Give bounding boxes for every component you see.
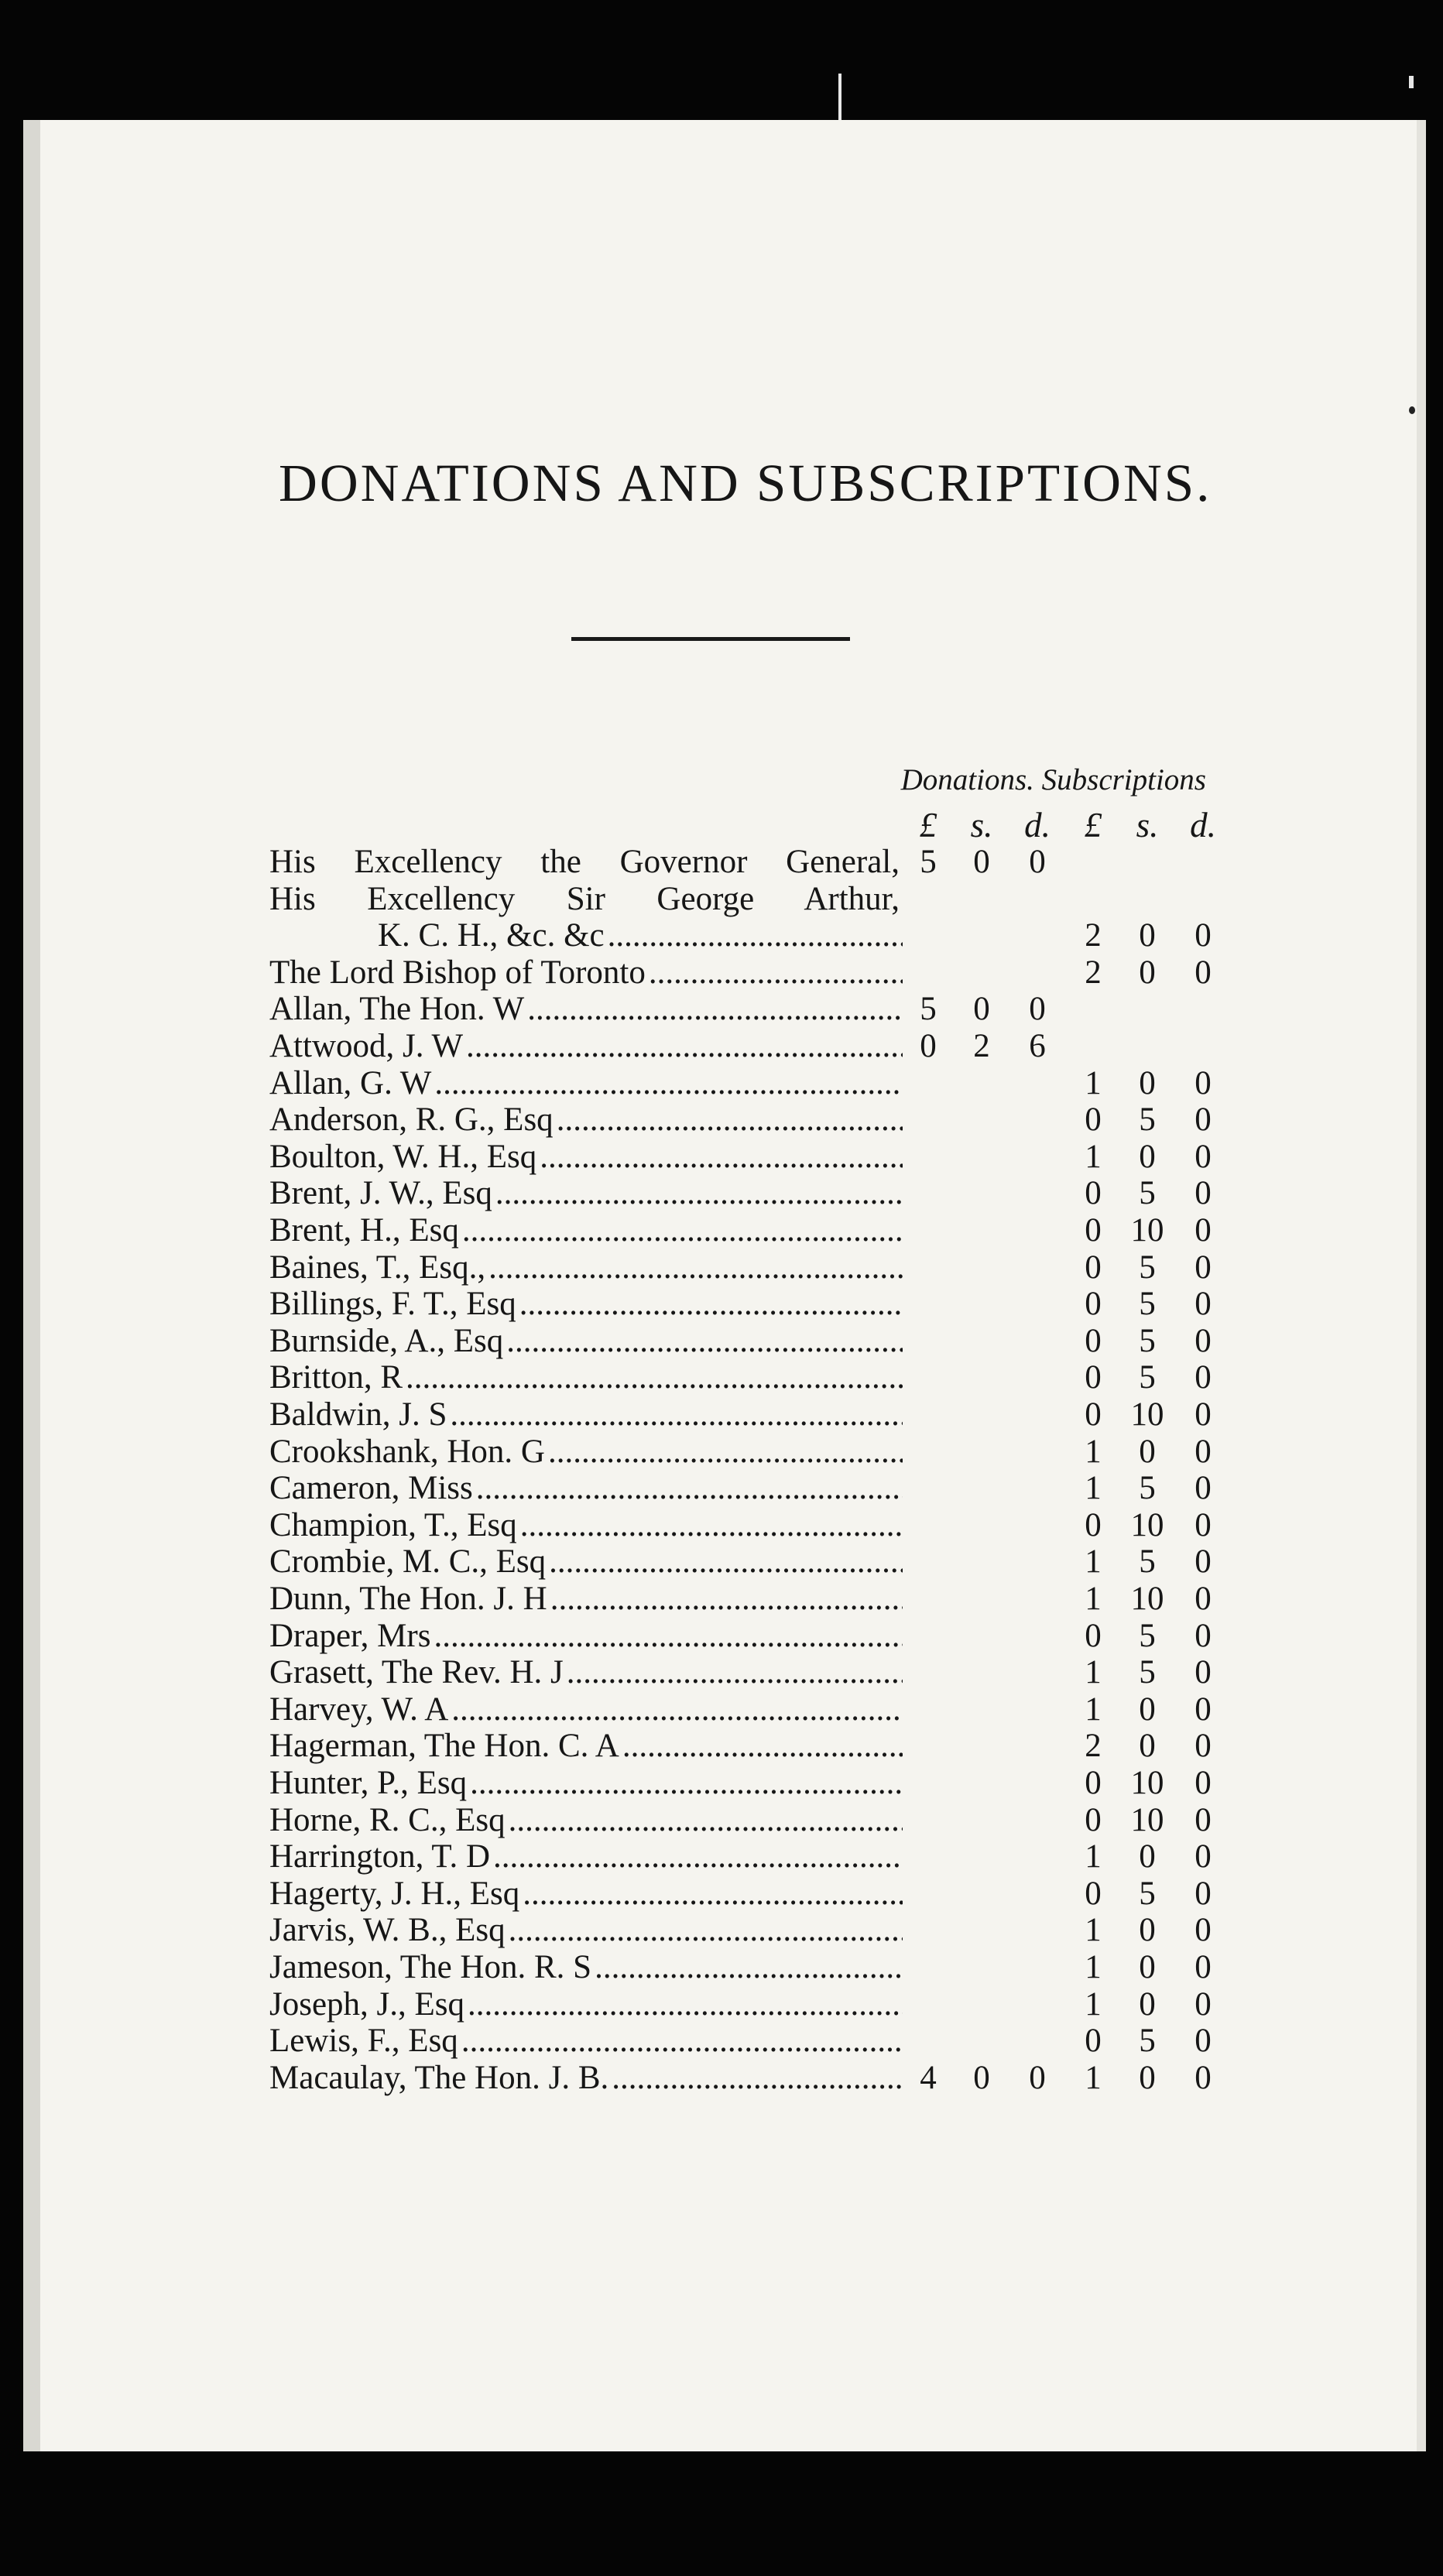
amount-sub-l: 1 bbox=[1085, 1690, 1102, 1728]
amount-don-s: 2 bbox=[973, 1028, 990, 1064]
donor-name: Hagerman, The Hon. C. A ..... bbox=[269, 1728, 903, 1765]
amount-sub-s: 5 bbox=[1139, 1286, 1156, 1323]
amount-sub-l: 2 bbox=[1085, 954, 1102, 991]
unit-pound-donation: £ bbox=[919, 806, 937, 844]
list-item bbox=[23, 1359, 1426, 1396]
list-item bbox=[23, 1286, 1426, 1323]
amount-sub-l: 1 bbox=[1085, 1543, 1102, 1581]
donor-name: Cameron, Miss ..... bbox=[269, 1470, 903, 1507]
list-item bbox=[23, 1543, 1426, 1581]
amount-sub-d: 0 bbox=[1195, 1801, 1212, 1838]
ink-speck bbox=[1409, 406, 1415, 414]
amount-sub-s: 5 bbox=[1139, 1875, 1156, 1912]
amount-sub-d: 0 bbox=[1195, 1654, 1212, 1691]
list-item bbox=[23, 1396, 1426, 1434]
donor-name: Hunter, P., Esq ..... bbox=[269, 1765, 903, 1802]
amount-sub-d: 0 bbox=[1195, 1433, 1212, 1470]
donor-name: Dunn, The Hon. J. H ..... bbox=[269, 1581, 903, 1618]
list-item bbox=[23, 1507, 1426, 1544]
list-item bbox=[23, 917, 1426, 954]
amount-sub-l: 1 bbox=[1085, 1985, 1102, 2023]
unit-pound-subscription: £ bbox=[1084, 806, 1102, 844]
amount-sub-d: 0 bbox=[1195, 1949, 1212, 1985]
amount-don-d: 6 bbox=[1029, 1028, 1046, 1064]
amount-don-l: 0 bbox=[920, 1028, 937, 1064]
list-item bbox=[23, 844, 1426, 881]
unit-shilling-subscription: s. bbox=[1136, 806, 1159, 844]
donor-name: Harrington, T. D ..... bbox=[269, 1838, 903, 1875]
amount-don-l: 5 bbox=[920, 844, 937, 880]
amount-sub-l: 2 bbox=[1085, 917, 1102, 954]
donor-name: Britton, R ..... bbox=[269, 1359, 903, 1396]
amount-sub-s: 0 bbox=[1139, 1138, 1156, 1175]
donor-name: Grasett, The Rev. H. J ..... bbox=[269, 1654, 903, 1691]
donations-header: Donations. bbox=[900, 763, 1034, 796]
donor-name: Hagerty, J. H., Esq ..... bbox=[269, 1875, 903, 1913]
amount-sub-l: 0 bbox=[1085, 1249, 1102, 1286]
list-item bbox=[23, 1249, 1426, 1286]
donor-name: Brent, J. W., Esq ..... bbox=[269, 1175, 903, 1212]
amount-sub-l: 1 bbox=[1085, 2059, 1102, 2096]
amount-sub-s: 10 bbox=[1130, 1212, 1164, 1249]
amount-sub-s: 0 bbox=[1139, 1949, 1156, 1985]
list-item bbox=[23, 2060, 1426, 2097]
amount-sub-l: 0 bbox=[1085, 1359, 1102, 1396]
amount-sub-s: 5 bbox=[1139, 1543, 1156, 1581]
amount-sub-d: 0 bbox=[1195, 1838, 1212, 1875]
list-item bbox=[23, 1101, 1426, 1139]
list-item bbox=[23, 1581, 1426, 1618]
amount-sub-d: 0 bbox=[1195, 1212, 1212, 1249]
amount-sub-l: 1 bbox=[1085, 1654, 1102, 1691]
amount-sub-s: 5 bbox=[1139, 2023, 1156, 2060]
donor-name: Allan, G. W ..... bbox=[269, 1065, 903, 1102]
amount-sub-l: 0 bbox=[1085, 1101, 1102, 1139]
amount-sub-l: 0 bbox=[1085, 1286, 1102, 1323]
donor-name: K. C. H., &c. &c ..... bbox=[378, 917, 903, 954]
list-item bbox=[23, 1065, 1426, 1102]
amount-sub-s: 10 bbox=[1130, 1581, 1164, 1617]
list-item bbox=[23, 1765, 1426, 1802]
donor-name: Harvey, W. A ..... bbox=[269, 1691, 903, 1728]
donor-name: Draper, Mrs ..... bbox=[269, 1618, 903, 1655]
amount-don-d: 0 bbox=[1029, 2059, 1046, 2096]
amount-sub-s: 0 bbox=[1139, 1064, 1156, 1101]
amount-sub-s: 5 bbox=[1139, 1175, 1156, 1212]
unit-pence-subscription: d. bbox=[1190, 806, 1216, 844]
list-item bbox=[23, 1618, 1426, 1655]
amount-sub-l: 0 bbox=[1085, 1506, 1102, 1543]
amount-don-l: 5 bbox=[920, 991, 937, 1028]
list-item bbox=[23, 1838, 1426, 1875]
amount-sub-s: 0 bbox=[1139, 1728, 1156, 1765]
amount-sub-d: 0 bbox=[1195, 1286, 1212, 1323]
amount-sub-s: 0 bbox=[1139, 1690, 1156, 1728]
amount-sub-s: 5 bbox=[1139, 1359, 1156, 1396]
amount-sub-d: 0 bbox=[1195, 2023, 1212, 2060]
amount-sub-d: 0 bbox=[1195, 1249, 1212, 1286]
amount-sub-l: 0 bbox=[1085, 1175, 1102, 1212]
amount-sub-s: 5 bbox=[1139, 1322, 1156, 1359]
amount-sub-s: 10 bbox=[1130, 1801, 1164, 1838]
amount-sub-d: 0 bbox=[1195, 1765, 1212, 1801]
amount-sub-d: 0 bbox=[1195, 1396, 1212, 1433]
amount-sub-l: 0 bbox=[1085, 1801, 1102, 1838]
amount-sub-l: 1 bbox=[1085, 1470, 1102, 1507]
list-item bbox=[23, 1728, 1426, 1765]
list-item bbox=[23, 881, 1426, 918]
title-rule bbox=[571, 637, 850, 641]
donor-name: The Lord Bishop of Toronto ..... bbox=[269, 954, 903, 992]
donor-name: Horne, R. C., Esq ..... bbox=[269, 1802, 903, 1839]
donor-name: His Excellency the Governor General, bbox=[269, 844, 900, 880]
donor-name: Allan, The Hon. W ..... bbox=[269, 991, 903, 1028]
amount-sub-s: 0 bbox=[1139, 1838, 1156, 1875]
amount-sub-d: 0 bbox=[1195, 1617, 1212, 1654]
amount-sub-l: 1 bbox=[1085, 1949, 1102, 1985]
amount-sub-d: 0 bbox=[1195, 1543, 1212, 1581]
amount-sub-l: 0 bbox=[1085, 1212, 1102, 1249]
amount-don-d: 0 bbox=[1029, 991, 1046, 1028]
amount-don-d: 0 bbox=[1029, 844, 1046, 880]
amount-sub-l: 0 bbox=[1085, 1765, 1102, 1801]
amount-sub-d: 0 bbox=[1195, 1322, 1212, 1359]
amount-sub-d: 0 bbox=[1195, 1175, 1212, 1212]
amount-sub-d: 0 bbox=[1195, 1728, 1212, 1765]
amount-sub-d: 0 bbox=[1195, 2059, 1212, 2096]
donor-name: Crookshank, Hon. G ..... bbox=[269, 1434, 903, 1471]
amount-sub-d: 0 bbox=[1195, 1138, 1212, 1175]
subscriptions-header: Subscriptions bbox=[1041, 763, 1206, 796]
list-item bbox=[23, 991, 1426, 1028]
donor-name: Burnside, A., Esq ..... bbox=[269, 1323, 903, 1360]
unit-shilling-donation: s. bbox=[970, 806, 993, 844]
amount-sub-d: 0 bbox=[1195, 1985, 1212, 2023]
amount-sub-l: 0 bbox=[1085, 1617, 1102, 1654]
list-item bbox=[23, 1212, 1426, 1249]
amount-sub-d: 0 bbox=[1195, 1912, 1212, 1949]
amount-don-l: 4 bbox=[920, 2059, 937, 2096]
amount-sub-d: 0 bbox=[1195, 1359, 1212, 1396]
amount-sub-l: 0 bbox=[1085, 1322, 1102, 1359]
list-item bbox=[23, 1028, 1426, 1065]
donor-name: Billings, F. T., Esq ..... bbox=[269, 1286, 903, 1323]
amount-sub-d: 0 bbox=[1195, 1690, 1212, 1728]
donor-name: Boulton, W. H., Esq ..... bbox=[269, 1139, 903, 1176]
currency-unit-headers bbox=[23, 805, 1426, 845]
donor-name: Attwood, J. W ..... bbox=[269, 1028, 903, 1065]
page-title: DONATIONS AND SUBSCRIPTIONS. bbox=[279, 454, 1212, 512]
donor-name: Baldwin, J. S ..... bbox=[269, 1396, 903, 1434]
list-item bbox=[23, 1654, 1426, 1691]
donor-name: Baines, T., Esq., ..... bbox=[269, 1249, 903, 1286]
amount-sub-s: 0 bbox=[1139, 2059, 1156, 2096]
amount-sub-s: 0 bbox=[1139, 954, 1156, 991]
list-item bbox=[23, 1875, 1426, 1913]
list-item bbox=[23, 1912, 1426, 1949]
amount-sub-d: 0 bbox=[1195, 917, 1212, 954]
amount-sub-d: 0 bbox=[1195, 1581, 1212, 1617]
amount-sub-s: 10 bbox=[1130, 1396, 1164, 1433]
list-item bbox=[23, 2023, 1426, 2060]
amount-sub-d: 0 bbox=[1195, 954, 1212, 991]
amount-sub-l: 1 bbox=[1085, 1064, 1102, 1101]
amount-don-s: 0 bbox=[973, 844, 990, 880]
list-item bbox=[23, 1691, 1426, 1728]
amount-sub-d: 0 bbox=[1195, 1470, 1212, 1507]
amount-sub-l: 1 bbox=[1085, 1912, 1102, 1949]
amount-sub-l: 1 bbox=[1085, 1838, 1102, 1875]
amount-sub-d: 0 bbox=[1195, 1064, 1212, 1101]
amount-sub-s: 5 bbox=[1139, 1617, 1156, 1654]
amount-sub-s: 10 bbox=[1130, 1765, 1164, 1801]
amount-sub-d: 0 bbox=[1195, 1506, 1212, 1543]
amount-sub-l: 0 bbox=[1085, 2023, 1102, 2060]
list-item bbox=[23, 1802, 1426, 1839]
donor-name: Joseph, J., Esq ..... bbox=[269, 1986, 903, 2023]
column-headers bbox=[901, 762, 1206, 797]
amount-sub-s: 5 bbox=[1139, 1249, 1156, 1286]
amount-sub-s: 0 bbox=[1139, 917, 1156, 954]
donor-name: Brent, H., Esq ..... bbox=[269, 1212, 903, 1249]
list-item bbox=[23, 1139, 1426, 1176]
donor-name: Jameson, The Hon. R. S ..... bbox=[269, 1949, 903, 1986]
list-item bbox=[23, 1949, 1426, 1986]
amount-sub-s: 0 bbox=[1139, 1912, 1156, 1949]
amount-sub-l: 1 bbox=[1085, 1138, 1102, 1175]
amount-sub-s: 0 bbox=[1139, 1433, 1156, 1470]
amount-sub-l: 2 bbox=[1085, 1728, 1102, 1765]
amount-sub-l: 0 bbox=[1085, 1875, 1102, 1912]
amount-sub-d: 0 bbox=[1195, 1875, 1212, 1912]
amount-sub-s: 0 bbox=[1139, 1985, 1156, 2023]
donor-name: His Excellency Sir George Arthur, bbox=[269, 880, 900, 917]
donor-name: Macaulay, The Hon. J. B. ..... bbox=[269, 2060, 903, 2097]
amount-sub-s: 5 bbox=[1139, 1101, 1156, 1139]
list-item bbox=[23, 954, 1426, 992]
list-item bbox=[23, 1175, 1426, 1212]
unit-pence-donation: d. bbox=[1024, 806, 1051, 844]
amount-sub-s: 5 bbox=[1139, 1654, 1156, 1691]
amount-sub-d: 0 bbox=[1195, 1101, 1212, 1139]
amount-sub-l: 1 bbox=[1085, 1581, 1102, 1617]
donor-name: Champion, T., Esq ..... bbox=[269, 1507, 903, 1544]
list-item bbox=[23, 1470, 1426, 1507]
donor-name: Lewis, F., Esq ..... bbox=[269, 2023, 903, 2060]
amount-don-s: 0 bbox=[973, 2059, 990, 2096]
donor-name: Crombie, M. C., Esq ..... bbox=[269, 1543, 903, 1581]
amount-sub-l: 0 bbox=[1085, 1396, 1102, 1433]
donor-name: Anderson, R. G., Esq ..... bbox=[269, 1101, 903, 1139]
list-item bbox=[23, 1986, 1426, 2023]
list-item bbox=[23, 1434, 1426, 1471]
amount-sub-s: 5 bbox=[1139, 1470, 1156, 1507]
list-item bbox=[23, 1323, 1426, 1360]
amount-sub-s: 10 bbox=[1130, 1506, 1164, 1543]
amount-sub-l: 1 bbox=[1085, 1433, 1102, 1470]
scan-artifact bbox=[838, 74, 841, 120]
scan-artifact bbox=[1409, 76, 1414, 88]
book-page bbox=[23, 120, 1426, 2451]
donor-name: Jarvis, W. B., Esq ..... bbox=[269, 1912, 903, 1949]
amount-don-s: 0 bbox=[973, 991, 990, 1028]
